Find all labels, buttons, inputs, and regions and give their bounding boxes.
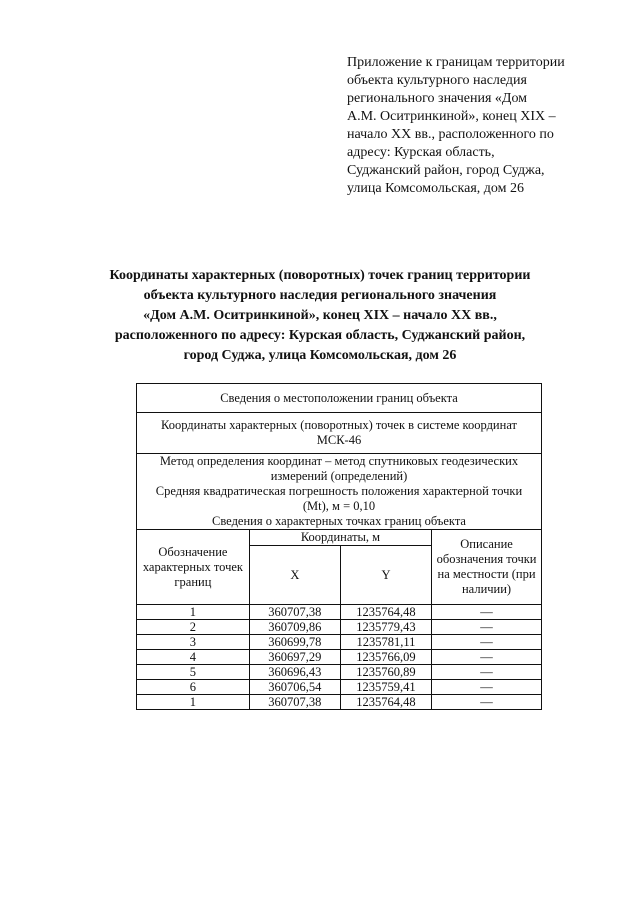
y-cell: 1235766,09	[340, 650, 431, 665]
table-header-row	[137, 530, 542, 546]
y-header: Y	[340, 546, 431, 605]
y-cell: 1235759,41	[340, 680, 431, 695]
appendix-line: А.М. Оситринкиной», конец XIX –	[347, 109, 556, 124]
point-cell: 1	[137, 695, 250, 710]
coordinates-table-body	[137, 384, 542, 710]
appendix-line: Суджанский район, город Суджа,	[347, 163, 545, 178]
description-cell: —	[432, 650, 542, 665]
method-line: Средняя квадратическая погрешность положения характерной точки	[155, 484, 523, 498]
table-row	[137, 620, 542, 635]
location-info-cell: Сведения о местоположении границ объекта	[137, 384, 542, 413]
appendix-line: улица Комсомольская, дом 26	[347, 181, 524, 196]
method-line: измерений (определений)	[270, 469, 408, 483]
description-cell: —	[432, 605, 542, 620]
table-row	[137, 665, 542, 680]
title-line: Координаты характерных (поворотных) точек границ территории	[109, 268, 531, 283]
coordinates-header: Координаты, м	[249, 530, 431, 546]
point-name-header: Обозначение характерных точек границ	[137, 530, 250, 605]
table-row-coord-system	[137, 413, 542, 454]
point-cell: 3	[137, 635, 250, 650]
table-row-method	[137, 454, 542, 530]
table-row	[137, 695, 542, 710]
table-row	[137, 680, 542, 695]
y-cell: 1235781,11	[340, 635, 431, 650]
y-cell: 1235764,48	[340, 695, 431, 710]
appendix-line: регионального значения «Дом	[347, 91, 528, 106]
y-cell: 1235779,43	[340, 620, 431, 635]
point-cell: 2	[137, 620, 250, 635]
coord-system-cell: Координаты характерных (поворотных) точек в системе координат МСК-46	[137, 413, 542, 454]
appendix-line: начало XX вв., расположенного по	[347, 127, 554, 142]
y-cell: 1235760,89	[340, 665, 431, 680]
description-cell: —	[432, 620, 542, 635]
x-cell: 360707,38	[249, 695, 340, 710]
appendix-note	[347, 54, 587, 198]
point-cell: 6	[137, 680, 250, 695]
description-cell: —	[432, 695, 542, 710]
point-cell: 5	[137, 665, 250, 680]
x-cell: 360699,78	[249, 635, 340, 650]
method-line: (Mt), м = 0,10	[302, 499, 376, 513]
title-line: объекта культурного наследия регионального значения	[143, 288, 497, 303]
title-line: город Суджа, улица Комсомольская, дом 26	[183, 348, 457, 363]
x-cell: 360697,29	[249, 650, 340, 665]
document-title	[100, 266, 540, 366]
coordinates-table	[136, 383, 542, 710]
x-header: X	[249, 546, 340, 605]
point-cell: 4	[137, 650, 250, 665]
appendix-line: Приложение к границам территории	[347, 55, 565, 70]
method-line: Метод определения координат – метод спутниковых геодезических	[159, 454, 519, 468]
title-line: «Дом А.М. Оситринкиной», конец XIX – начало XX вв.,	[143, 308, 497, 323]
table-row	[137, 635, 542, 650]
title-line: расположенного по адресу: Курская область, Суджанский район,	[114, 328, 526, 343]
appendix-line: адресу: Курская область,	[347, 145, 495, 160]
description-cell: —	[432, 680, 542, 695]
description-cell: —	[432, 665, 542, 680]
point-cell: 1	[137, 605, 250, 620]
table-row	[137, 650, 542, 665]
description-cell: —	[432, 635, 542, 650]
table-row	[137, 605, 542, 620]
appendix-line: объекта культурного наследия	[347, 73, 527, 88]
method-line: Сведения о характерных точках границ объекта	[212, 514, 466, 528]
method-cell	[137, 454, 542, 530]
table-row-location	[137, 384, 542, 413]
description-header: Описание обозначения точки на местности (при наличии)	[432, 530, 542, 605]
x-cell: 360709,86	[249, 620, 340, 635]
x-cell: 360696,43	[249, 665, 340, 680]
y-cell: 1235764,48	[340, 605, 431, 620]
x-cell: 360707,38	[249, 605, 340, 620]
x-cell: 360706,54	[249, 680, 340, 695]
